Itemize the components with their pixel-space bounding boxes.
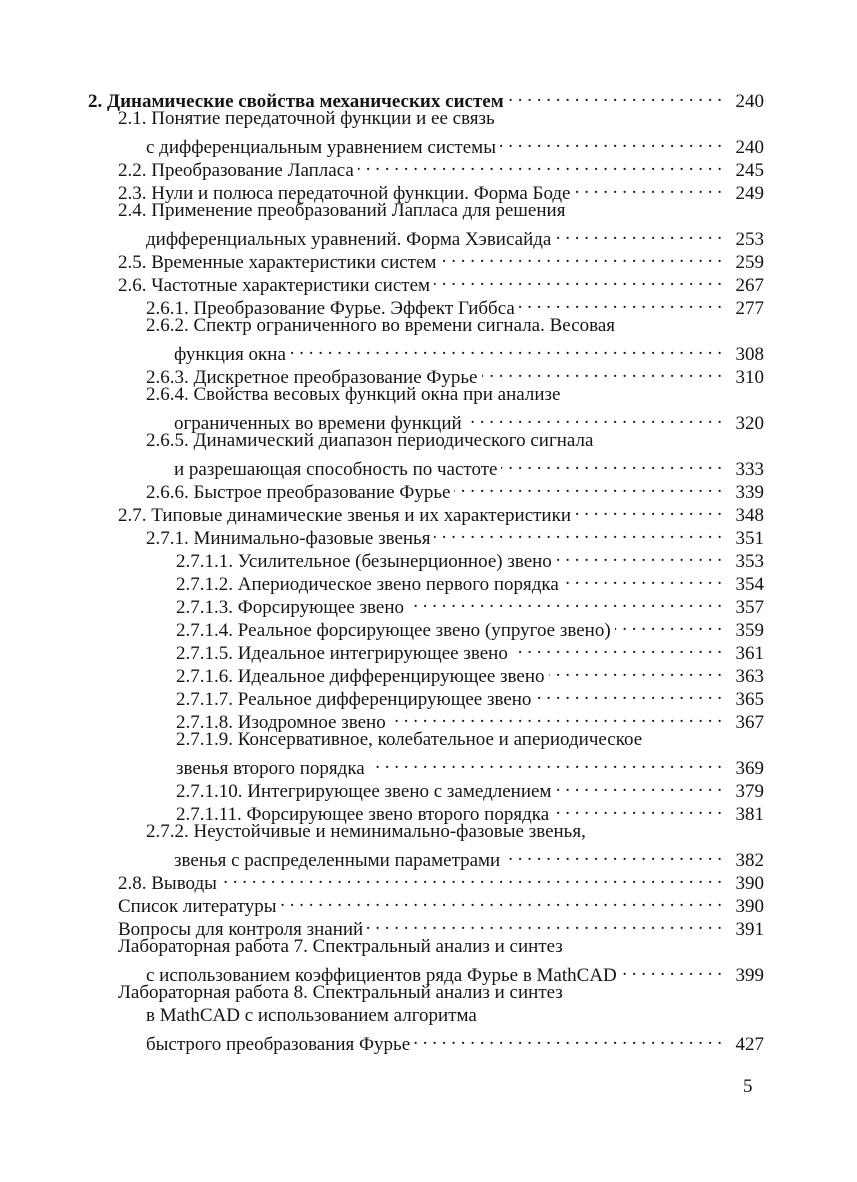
toc-entry — [88, 544, 764, 572]
toc-entry-page: 367 — [735, 712, 764, 733]
toc-entry-title: 2.7. Типовые динамические звенья и их характеристики — [118, 505, 572, 526]
toc-entry — [88, 797, 764, 825]
toc-entry — [88, 360, 764, 388]
toc-entry-line — [176, 544, 764, 572]
toc-leader-dots — [500, 130, 722, 153]
toc-entry-page: 361 — [735, 643, 764, 664]
toc-entry — [88, 314, 764, 365]
toc-entry-page: 339 — [735, 482, 764, 503]
toc-entry-title: и разрешающая способность по частоте — [174, 459, 498, 480]
toc-entry-title: с использованием коэффициентов ряда Фурье в MathCAD — [146, 965, 617, 986]
toc-entry-line — [176, 705, 764, 733]
toc-entry-line — [118, 153, 764, 181]
toc-entry-title: ограниченных во времени функций — [174, 413, 462, 434]
toc-entry-page: 259 — [735, 252, 764, 273]
toc-entry — [88, 84, 764, 112]
toc-entry-page: 308 — [735, 344, 764, 365]
toc-leader-dots — [440, 245, 722, 268]
toc-leader-dots — [535, 682, 722, 705]
toc-entry-line — [118, 912, 764, 940]
toc-leader-dots — [555, 774, 722, 797]
toc-entry-title: 2.6.2. Спектр ограниченного во времени сигнала. Весовая — [146, 315, 616, 336]
toc-entry-page: 267 — [735, 275, 764, 296]
toc-entry-title: быстрого преобразования Фурье — [146, 1034, 411, 1055]
toc-entry — [88, 590, 764, 618]
toc-entry-title: Список литературы — [118, 896, 277, 917]
toc-entry-title: Лабораторная работа 7. Спектральный анализ и синтез — [118, 936, 563, 957]
toc-leader-dots — [390, 705, 722, 728]
toc-entry-title: 2.7.1.10. Интегрирующее звено с замедлением — [176, 781, 552, 802]
toc-entry-title: 2. Динамические свойства механических систем — [88, 91, 504, 112]
toc-entry — [88, 291, 764, 319]
toc-entry-line — [118, 958, 764, 986]
toc-leader-dots — [290, 337, 722, 360]
toc-leader-dots — [615, 613, 722, 636]
toc-entry-page: 348 — [735, 505, 764, 526]
toc-entry — [88, 107, 764, 158]
toc-entry-line — [118, 1004, 764, 1027]
toc-entry-line — [118, 107, 764, 130]
toc-entry — [88, 659, 764, 687]
toc-entry-line — [146, 452, 764, 480]
toc-entry — [88, 820, 764, 871]
toc-leader-dots — [575, 176, 723, 199]
toc-entry-page: 320 — [735, 413, 764, 434]
toc-entry-title: 2.6.6. Быстрое преобразование Фурье — [146, 482, 451, 503]
toc-entry-line — [176, 728, 764, 751]
toc-entry — [88, 912, 764, 940]
toc-entry-title: 2.6.3. Дискретное преобразование Фурье — [146, 367, 478, 388]
toc-entry-title: 2.3. Нули и полюса передаточной функции. Форма Боде — [118, 183, 571, 204]
toc-entry-title: 2.7.1.1. Усилительное (безынерционное) звено — [176, 551, 552, 572]
toc-entry-title: функция окна — [174, 344, 286, 365]
toc-entry-title: 2.7.1.7. Реальное дифференцирующее звено — [176, 689, 532, 710]
toc-entry-title: 2.2. Преобразование Лапласа — [118, 160, 354, 181]
toc-entry — [88, 176, 764, 204]
toc-entry-page: 381 — [735, 804, 764, 825]
toc-entry — [88, 567, 764, 595]
toc-entry-title: 2.4. Применение преобразований Лапласа для решения — [118, 200, 566, 221]
toc-entry-title: звенья с распределенными параметрами — [174, 850, 501, 871]
toc-entry-title: 2.7.1.3. Форсирующее звено — [176, 597, 405, 618]
toc-leader-dots — [414, 1027, 722, 1050]
toc-entry-line — [118, 1027, 764, 1055]
toc-entry-page: 310 — [735, 367, 764, 388]
toc-leader-dots — [549, 659, 722, 682]
toc-leader-dots — [408, 590, 722, 613]
toc-entry — [88, 981, 764, 1055]
toc-entry-line — [146, 521, 764, 549]
toc-entry — [88, 613, 764, 641]
toc-entry-title: Лабораторная работа 8. Спектральный анализ и синтез — [118, 982, 563, 1003]
toc-entry-page: 277 — [735, 298, 764, 319]
toc-entry — [88, 429, 764, 480]
toc-entry-page: 363 — [735, 666, 764, 687]
toc-entry-title: звенья второго порядка — [176, 758, 365, 779]
toc-entry-line — [146, 383, 764, 406]
toc-entry — [88, 682, 764, 710]
toc-entry-page: 357 — [735, 597, 764, 618]
toc-entry — [88, 245, 764, 273]
toc-entry-title: Вопросы для контроля знаний — [118, 919, 364, 940]
toc-leader-dots — [369, 751, 722, 774]
toc-entry-page: 333 — [735, 459, 764, 480]
toc-entry-page: 245 — [735, 160, 764, 181]
toc-entry — [88, 475, 764, 503]
toc-entry-line — [176, 613, 764, 641]
toc-entry — [88, 153, 764, 181]
toc-entry-title: 2.7.2. Неустойчивые и неминимально-фазовые звенья, — [146, 821, 586, 842]
toc-leader-dots — [621, 958, 722, 981]
toc-entry-title: 2.7.1.6. Идеальное дифференцирующее звено — [176, 666, 545, 687]
toc-entry-line — [146, 406, 764, 434]
toc-leader-dots — [512, 636, 722, 659]
toc-entry — [88, 521, 764, 549]
toc-entry-title: 2.7.1.4. Реальное форсирующее звено (упругое звено) — [176, 620, 611, 641]
toc-entry — [88, 199, 764, 250]
toc-leader-dots — [519, 291, 722, 314]
toc-entry-title: 2.6.4. Свойства весовых функций окна при анализе — [146, 384, 561, 405]
toc-entry-page: 365 — [735, 689, 764, 710]
toc-entry-line — [118, 268, 764, 296]
toc-entry — [88, 636, 764, 664]
toc-leader-dots — [553, 797, 722, 820]
toc-entry-line — [176, 567, 764, 595]
toc-leader-dots — [434, 521, 722, 544]
page-number: 5 — [743, 1076, 753, 1097]
toc-entry-line — [146, 429, 764, 452]
toc-leader-dots — [367, 912, 722, 935]
toc-entry-line — [176, 636, 764, 664]
toc-entry-line — [176, 590, 764, 618]
toc-entry-page: 390 — [735, 873, 764, 894]
toc-leader-dots — [556, 544, 722, 567]
toc-leader-dots — [575, 498, 722, 521]
toc-entry-page: 354 — [735, 574, 764, 595]
toc-entry-line — [176, 774, 764, 802]
toc-entry-title: 2.7.1.2. Апериодическое звено первого порядка — [176, 574, 559, 595]
toc-entry — [88, 498, 764, 526]
toc-entry-line — [118, 199, 764, 222]
toc-leader-dots — [454, 475, 722, 498]
toc-entry-line — [118, 222, 764, 250]
toc-entry-page: 391 — [735, 919, 764, 940]
toc-entry-line — [146, 314, 764, 337]
toc-entry — [88, 935, 764, 986]
toc-entry-title: 2.6.1. Преобразование Фурье. Эффект Гиббса — [146, 298, 515, 319]
toc-entry-title: 2.7.1.8. Изодромное звено — [176, 712, 386, 733]
toc-entry-line — [118, 130, 764, 158]
toc-entry-title: 2.7.1.5. Идеальное интегрирующее звено — [176, 643, 508, 664]
toc-entry-title: 2.5. Временные характеристики систем — [118, 252, 437, 273]
toc-entry-page: 390 — [735, 896, 764, 917]
toc-leader-dots — [555, 222, 722, 245]
toc-entry-line — [118, 498, 764, 526]
toc-entry-title: 2.7.1. Минимально-фазовые звенья — [146, 528, 431, 549]
toc-entry-page: 399 — [735, 965, 764, 986]
toc-entry — [88, 774, 764, 802]
toc-entry-page: 240 — [735, 137, 764, 158]
toc-entry-title: с дифференциальным уравнением системы — [146, 137, 496, 158]
toc-entry-page: 253 — [735, 229, 764, 250]
toc-leader-dots — [434, 268, 722, 291]
toc-entry — [88, 866, 764, 894]
toc-entry — [88, 889, 764, 917]
toc-entry-line — [146, 360, 764, 388]
toc-entry-page: 379 — [735, 781, 764, 802]
toc-entry-title: 2.8. Выводы — [118, 873, 217, 894]
toc-entry-line — [118, 935, 764, 958]
table-of-contents — [88, 84, 764, 1055]
toc-leader-dots — [482, 360, 723, 383]
toc-leader-dots — [466, 406, 722, 429]
toc-leader-dots — [281, 889, 722, 912]
toc-entry-line — [118, 889, 764, 917]
toc-leader-dots — [504, 843, 722, 866]
toc-entry — [88, 728, 764, 779]
toc-entry-line — [146, 291, 764, 319]
toc-entry — [88, 268, 764, 296]
toc-leader-dots — [221, 866, 722, 889]
toc-entry-line — [146, 820, 764, 843]
toc-entry-title: 2.7.1.9. Консервативное, колебательное и апериодическое — [176, 729, 643, 750]
toc-entry-line — [146, 843, 764, 871]
toc-leader-dots — [563, 567, 722, 590]
toc-entry-page: 351 — [735, 528, 764, 549]
toc-entry-page: 382 — [735, 850, 764, 871]
toc-entry-line — [88, 84, 764, 112]
toc-entry-line — [118, 176, 764, 204]
toc-entry-line — [146, 475, 764, 503]
toc-entry-line — [118, 245, 764, 273]
toc-entry-line — [176, 682, 764, 710]
toc-entry-line — [176, 797, 764, 825]
toc-entry-title: 2.6.5. Динамический диапазон периодического сигнала — [146, 430, 594, 451]
toc-leader-dots — [358, 153, 722, 176]
toc-entry — [88, 705, 764, 733]
toc-entry-line — [176, 659, 764, 687]
toc-entry-line — [118, 866, 764, 894]
toc-entry-title: 2.6. Частотные характеристики систем — [118, 275, 431, 296]
toc-entry-line — [118, 981, 764, 1004]
toc-entry-title: дифференциальных уравнений. Форма Хэвисайда — [146, 229, 552, 250]
toc-leader-dots — [508, 84, 722, 107]
toc-entry-page: 353 — [735, 551, 764, 572]
toc-entry-page: 359 — [735, 620, 764, 641]
toc-entry-line — [146, 337, 764, 365]
toc-entry-line — [176, 751, 764, 779]
toc-entry-page: 240 — [735, 91, 764, 112]
toc-entry-title: 2.1. Понятие передаточной функции и ее связь — [118, 108, 495, 129]
toc-entry-page: 427 — [735, 1034, 764, 1055]
toc-leader-dots — [501, 452, 722, 475]
toc-entry-title: в MathCAD с использованием алгоритма — [146, 1005, 477, 1026]
toc-entry-page: 249 — [735, 183, 764, 204]
toc-entry-title: 2.7.1.11. Форсирующее звено второго порядка — [176, 804, 550, 825]
toc-entry — [88, 383, 764, 434]
toc-entry-page: 369 — [735, 758, 764, 779]
